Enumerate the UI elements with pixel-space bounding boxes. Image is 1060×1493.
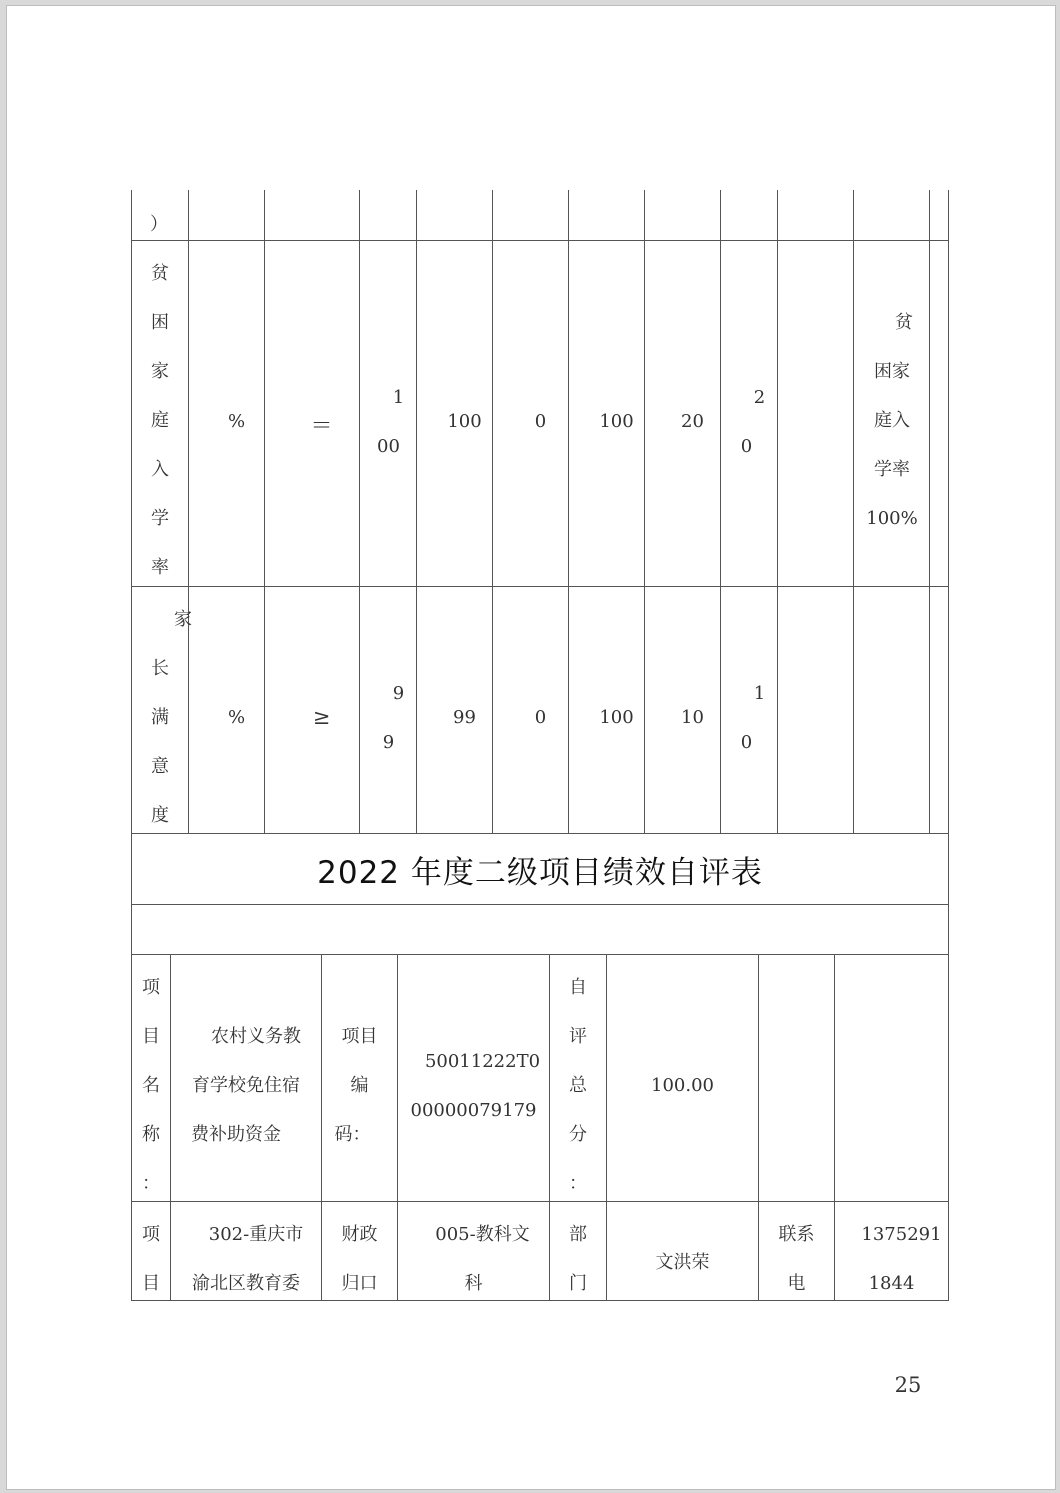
- form-title: 2022 年度二级项目绩效自评表: [317, 854, 763, 891]
- project-code-label: 项目 编 码：: [334, 1026, 378, 1145]
- target-cell: 9 9: [382, 683, 405, 753]
- self-score-value: 100.00: [651, 1075, 714, 1096]
- department-value: 302-重庆市 渝北区教育委: [192, 1224, 304, 1294]
- finance-label: 财政 归口: [341, 1224, 378, 1294]
- note-cell: 贫 困家 庭入 学率 100%: [866, 312, 918, 529]
- target-cell: 1 00: [377, 387, 405, 457]
- operator-cell: ＝: [310, 414, 333, 439]
- score-cell: 2 0: [740, 387, 766, 457]
- completion-cell: 100: [599, 707, 634, 728]
- weight-cell: 10: [681, 707, 704, 728]
- self-score-label: 自 评 总 分 ：: [569, 977, 587, 1194]
- actual-cell: 100: [447, 411, 482, 432]
- department-label: 项 目: [142, 1224, 160, 1294]
- weight-cell: 20: [681, 411, 704, 432]
- section-label: 部 门: [569, 1224, 587, 1294]
- score-cell: 1 0: [740, 683, 766, 753]
- unit-cell: %: [227, 707, 246, 728]
- contact-label: 联系 电: [778, 1224, 815, 1294]
- completion-cell: 100: [599, 411, 634, 432]
- contact-name: 文洪荣: [655, 1252, 710, 1273]
- page-number: 25: [894, 1373, 922, 1397]
- finance-value: 005-教科文 科: [435, 1224, 530, 1294]
- contact-phone: 1375291 1844: [861, 1224, 942, 1294]
- operator-cell: ≥: [312, 705, 331, 729]
- project-name-value: 农村义务教 育学校免住宿 费补助资金: [191, 1026, 301, 1145]
- indicator-name-enrollment: 贫 困 家 庭 入 学 率: [151, 263, 169, 578]
- deviation-cell: 0: [534, 707, 547, 728]
- project-name-label: 项 目 名 称 ：: [142, 977, 160, 1194]
- actual-cell: 99: [453, 707, 476, 728]
- unit-cell: %: [227, 411, 246, 432]
- deviation-cell: 0: [534, 411, 547, 432]
- project-code-value: 50011222T0 00000079179: [410, 1051, 541, 1121]
- partial-row-text: ）: [150, 214, 168, 235]
- indicator-name-satisfaction: 家 长 满 意 度: [151, 609, 192, 826]
